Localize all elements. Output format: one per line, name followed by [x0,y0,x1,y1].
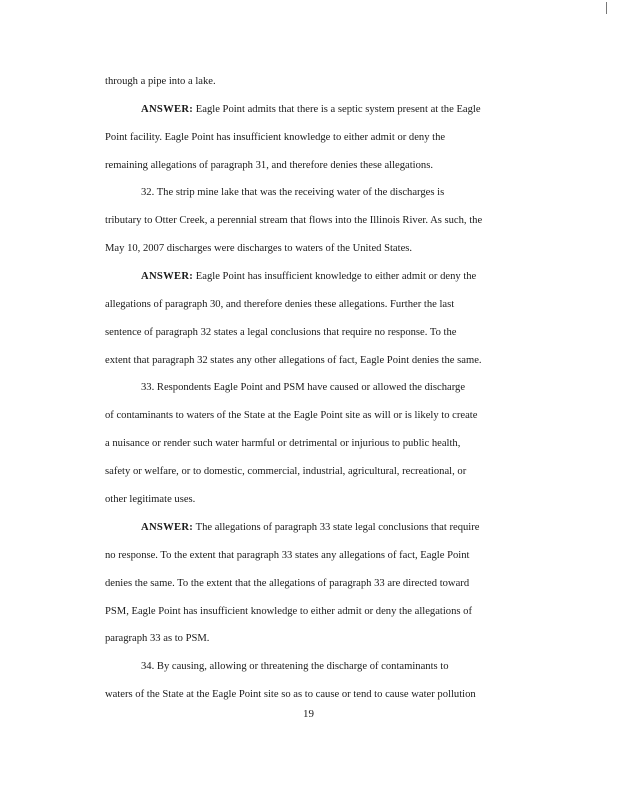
text-line: sentence of paragraph 32 states a legal conclusions that require no response. To the [105,327,457,338]
numbered-paragraph-33: 33. Respondents Eagle Point and PSM have caused or allowed the discharge [141,382,466,393]
scan-edge-mark [606,2,613,14]
text-line: other legitimate uses. [105,494,196,505]
text-line: denies the same. To the extent that the allegations of paragraph 33 are directed toward [105,578,470,589]
text-line: May 10, 2007 discharges were discharges to waters of the United States. [105,243,413,254]
text-line: paragraph 33 as to PSM. [105,633,210,644]
text-line: safety or welfare, or to domestic, commercial, industrial, agricultural, recreational, or [105,466,467,477]
text-line: of contaminants to waters of the State at the Eagle Point site as will or is likely to create [105,410,478,421]
text-line: extent that paragraph 32 states any other allegations of fact, Eagle Point denies the same. [105,355,482,366]
text-line: through a pipe into a lake. [105,76,216,87]
text-line: waters of the State at the Eagle Point site so as to cause or tend to cause water pollution [105,689,476,700]
answer-paragraph-line: ANSWER: Eagle Point has insufficient knowledge to either admit or deny the [141,271,477,282]
numbered-paragraph-34: 34. By causing, allowing or threatening the discharge of contaminants to [141,661,449,672]
answer-label: ANSWER: [141,104,194,115]
answer-paragraph-line: ANSWER: Eagle Point admits that there is a septic system present at the Eagle [141,104,481,115]
text-line: a nuisance or render such water harmful or detrimental or injurious to public health, [105,438,461,449]
answer-label: ANSWER: [141,522,194,533]
text-line: allegations of paragraph 30, and therefore denies these allegations. Further the last [105,299,455,310]
text-line: no response. To the extent that paragraph 33 states any allegations of fact, Eagle Point [105,550,470,561]
text-line: Point facility. Eagle Point has insufficient knowledge to either admit or deny the [105,132,446,143]
answer-paragraph-line: ANSWER: The allegations of paragraph 33 state legal conclusions that require [141,522,480,533]
text-line: PSM, Eagle Point has insufficient knowledge to either admit or deny the allegations of [105,606,472,617]
text-line: tributary to Otter Creek, a perennial stream that flows into the Illinois River. As such, the [105,215,483,226]
text-line: remaining allegations of paragraph 31, and therefore denies these allegations. [105,160,433,171]
answer-label: ANSWER: [141,271,194,282]
numbered-paragraph-32: 32. The strip mine lake that was the receiving water of the discharges is [141,187,445,198]
page-number: 19 [303,708,314,720]
